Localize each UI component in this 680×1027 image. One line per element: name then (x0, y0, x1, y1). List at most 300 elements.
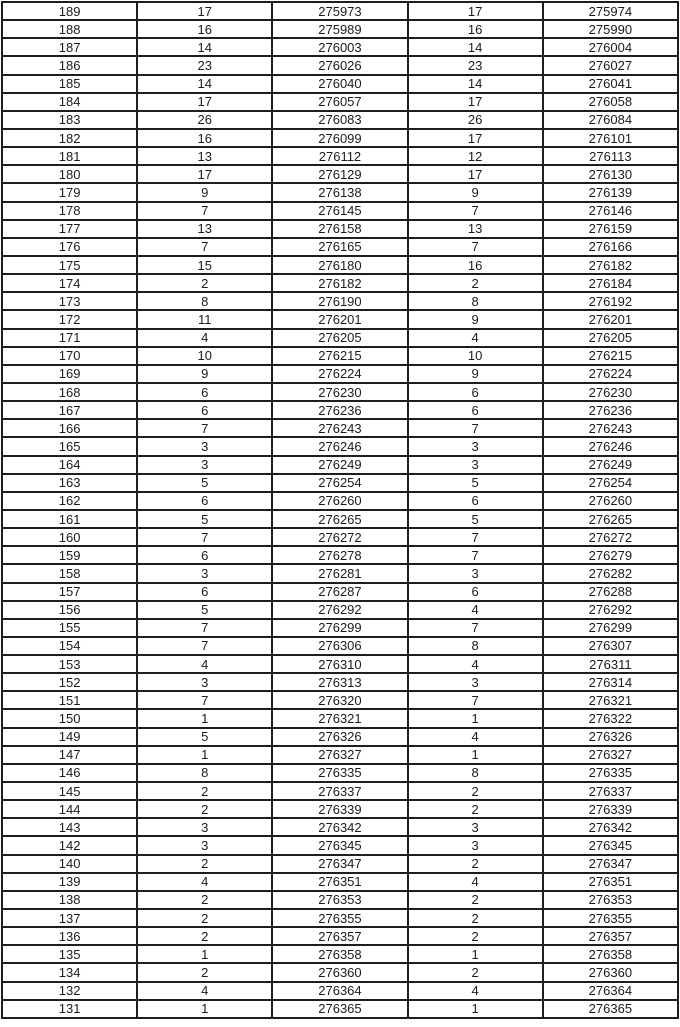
table-cell: 155 (2, 619, 137, 637)
table-cell: 7 (137, 202, 272, 220)
table-row (2, 401, 678, 419)
table-cell: 2 (408, 855, 543, 873)
table-cell: 7 (137, 528, 272, 546)
table-cell: 276182 (543, 256, 678, 274)
table-row (2, 909, 678, 927)
table-row (2, 963, 678, 981)
table-cell: 11 (137, 310, 272, 328)
table-cell: 6 (137, 383, 272, 401)
table-cell: 276041 (543, 75, 678, 93)
table-cell: 15 (137, 256, 272, 274)
table-cell: 163 (2, 474, 137, 492)
table-cell: 144 (2, 800, 137, 818)
table-cell: 17 (408, 2, 543, 20)
table-cell: 181 (2, 147, 137, 165)
table-cell: 276364 (272, 982, 407, 1000)
table-cell: 2 (408, 800, 543, 818)
table-cell: 185 (2, 75, 137, 93)
table-cell: 16 (137, 20, 272, 38)
table-cell: 4 (137, 329, 272, 347)
table-cell: 276288 (543, 583, 678, 601)
table-cell: 276246 (272, 437, 407, 455)
table-row (2, 873, 678, 891)
table-cell: 186 (2, 56, 137, 74)
table-cell: 23 (137, 56, 272, 74)
table-cell: 174 (2, 274, 137, 292)
table-cell: 276342 (272, 818, 407, 836)
table-cell: 276158 (272, 220, 407, 238)
table-cell: 276307 (543, 637, 678, 655)
table-cell: 3 (408, 818, 543, 836)
table-cell: 276099 (272, 129, 407, 147)
table-row (2, 292, 678, 310)
table-cell: 276224 (543, 365, 678, 383)
table-cell: 276292 (272, 601, 407, 619)
table-cell: 182 (2, 129, 137, 147)
table-cell: 276365 (272, 1000, 407, 1018)
table-row (2, 746, 678, 764)
table-cell: 152 (2, 673, 137, 691)
table-cell: 276342 (543, 818, 678, 836)
table-cell: 8 (408, 292, 543, 310)
table-cell: 167 (2, 401, 137, 419)
table-cell: 276184 (543, 274, 678, 292)
table-cell: 276113 (543, 147, 678, 165)
table-cell: 275989 (272, 20, 407, 38)
table-cell: 276243 (272, 419, 407, 437)
table-cell: 8 (408, 764, 543, 782)
table-cell: 276165 (272, 238, 407, 256)
table-row (2, 891, 678, 909)
table-cell: 143 (2, 818, 137, 836)
table-cell: 3 (137, 836, 272, 854)
table-cell: 189 (2, 2, 137, 20)
table-cell: 26 (408, 111, 543, 129)
table-cell: 17 (137, 2, 272, 20)
table-cell: 175 (2, 256, 137, 274)
table-cell: 276230 (272, 383, 407, 401)
table-cell: 14 (137, 38, 272, 56)
table-cell: 275974 (543, 2, 678, 20)
table-cell: 276360 (272, 963, 407, 981)
table-cell: 276230 (543, 383, 678, 401)
table-cell: 4 (137, 982, 272, 1000)
table-cell: 276265 (272, 510, 407, 528)
table-row (2, 836, 678, 854)
table-cell: 7 (408, 202, 543, 220)
table-cell: 9 (408, 183, 543, 201)
table-cell: 178 (2, 202, 137, 220)
table-cell: 17 (137, 93, 272, 111)
table-cell: 5 (137, 728, 272, 746)
table-cell: 276236 (272, 401, 407, 419)
table-row (2, 564, 678, 582)
table-row (2, 474, 678, 492)
table-row (2, 800, 678, 818)
table-cell: 276083 (272, 111, 407, 129)
table-cell: 139 (2, 873, 137, 891)
table-cell: 275990 (543, 20, 678, 38)
table-cell: 10 (137, 347, 272, 365)
table-cell: 150 (2, 709, 137, 727)
table-cell: 6 (137, 401, 272, 419)
table-row (2, 147, 678, 165)
table-row (2, 93, 678, 111)
table-cell: 156 (2, 601, 137, 619)
table-cell: 276299 (272, 619, 407, 637)
table-cell: 159 (2, 546, 137, 564)
table-cell: 188 (2, 20, 137, 38)
table-cell: 14 (408, 75, 543, 93)
table-cell: 276357 (543, 927, 678, 945)
table-row (2, 256, 678, 274)
table-cell: 173 (2, 292, 137, 310)
table-cell: 14 (137, 75, 272, 93)
table-cell: 160 (2, 528, 137, 546)
table-cell: 276337 (272, 782, 407, 800)
table-cell: 16 (408, 20, 543, 38)
table-cell: 172 (2, 310, 137, 328)
table-cell: 184 (2, 93, 137, 111)
table-cell: 276287 (272, 583, 407, 601)
table-cell: 276145 (272, 202, 407, 220)
table-cell: 276360 (543, 963, 678, 981)
table-cell: 4 (408, 329, 543, 347)
table-cell: 2 (137, 800, 272, 818)
table-cell: 165 (2, 437, 137, 455)
table-cell: 276026 (272, 56, 407, 74)
table-cell: 276180 (272, 256, 407, 274)
table-cell: 7 (408, 691, 543, 709)
table-cell: 276321 (272, 709, 407, 727)
table-cell: 276339 (543, 800, 678, 818)
table-cell: 2 (408, 891, 543, 909)
table-cell: 7 (137, 238, 272, 256)
table-row (2, 56, 678, 74)
table-cell: 7 (408, 619, 543, 637)
table-row (2, 546, 678, 564)
table-cell: 2 (408, 909, 543, 927)
table-cell: 276347 (543, 855, 678, 873)
table-cell: 6 (137, 546, 272, 564)
table-cell: 179 (2, 183, 137, 201)
table-cell: 16 (408, 256, 543, 274)
table-cell: 180 (2, 165, 137, 183)
table-row (2, 129, 678, 147)
table-cell: 2 (137, 963, 272, 981)
table-cell: 276310 (272, 655, 407, 673)
table-cell: 3 (408, 836, 543, 854)
table-cell: 9 (137, 365, 272, 383)
table-cell: 276146 (543, 202, 678, 220)
table-cell: 276272 (272, 528, 407, 546)
table-cell: 4 (137, 655, 272, 673)
table-cell: 276112 (272, 147, 407, 165)
table-cell: 166 (2, 419, 137, 437)
table-cell: 1 (137, 746, 272, 764)
table-cell: 276205 (543, 329, 678, 347)
table-cell: 6 (408, 583, 543, 601)
table-cell: 5 (137, 474, 272, 492)
table-cell: 6 (137, 492, 272, 510)
table-cell: 276351 (272, 873, 407, 891)
table-row (2, 1000, 678, 1018)
table-cell: 7 (408, 546, 543, 564)
table-cell: 276166 (543, 238, 678, 256)
table-cell: 276311 (543, 655, 678, 673)
table-cell: 2 (408, 963, 543, 981)
table-cell: 276249 (543, 456, 678, 474)
table-cell: 2 (137, 782, 272, 800)
table-cell: 276201 (272, 310, 407, 328)
table-cell: 17 (408, 165, 543, 183)
table-row (2, 673, 678, 691)
table-cell: 276224 (272, 365, 407, 383)
table-row (2, 709, 678, 727)
table-cell: 26 (137, 111, 272, 129)
table-cell: 146 (2, 764, 137, 782)
table-cell: 276337 (543, 782, 678, 800)
table-cell: 276236 (543, 401, 678, 419)
table-cell: 276279 (543, 546, 678, 564)
table-row (2, 691, 678, 709)
table-row (2, 329, 678, 347)
table-cell: 276101 (543, 129, 678, 147)
table-cell: 7 (137, 637, 272, 655)
table-row (2, 982, 678, 1000)
table-cell: 276358 (543, 945, 678, 963)
table-cell: 170 (2, 347, 137, 365)
table-cell: 276139 (543, 183, 678, 201)
table-cell: 171 (2, 329, 137, 347)
table-row (2, 202, 678, 220)
data-table-body (2, 2, 678, 1018)
table-cell: 142 (2, 836, 137, 854)
table-row (2, 619, 678, 637)
table-cell: 7 (408, 419, 543, 437)
table-row (2, 437, 678, 455)
table-cell: 2 (137, 927, 272, 945)
table-cell: 7 (408, 528, 543, 546)
table-cell: 276321 (543, 691, 678, 709)
table-cell: 8 (137, 292, 272, 310)
table-cell: 276129 (272, 165, 407, 183)
table-cell: 276260 (543, 492, 678, 510)
table-cell: 10 (408, 347, 543, 365)
table-cell: 14 (408, 38, 543, 56)
table-cell: 276327 (543, 746, 678, 764)
table-row (2, 183, 678, 201)
table-cell: 23 (408, 56, 543, 74)
table-cell: 4 (137, 873, 272, 891)
table-cell: 6 (408, 492, 543, 510)
table-row (2, 637, 678, 655)
table-cell: 7 (137, 619, 272, 637)
table-cell: 161 (2, 510, 137, 528)
table-cell: 137 (2, 909, 137, 927)
table-cell: 276347 (272, 855, 407, 873)
table-cell: 17 (137, 165, 272, 183)
table-cell: 276345 (272, 836, 407, 854)
table-row (2, 220, 678, 238)
table-row (2, 274, 678, 292)
table-row (2, 365, 678, 383)
table-cell: 276327 (272, 746, 407, 764)
table-cell: 138 (2, 891, 137, 909)
table-row (2, 855, 678, 873)
table-cell: 13 (137, 220, 272, 238)
table-cell: 187 (2, 38, 137, 56)
table-cell: 276326 (272, 728, 407, 746)
table-cell: 132 (2, 982, 137, 1000)
table-cell: 9 (408, 365, 543, 383)
table-cell: 276339 (272, 800, 407, 818)
table-cell: 276201 (543, 310, 678, 328)
table-cell: 2 (408, 782, 543, 800)
table-cell: 162 (2, 492, 137, 510)
table-cell: 276282 (543, 564, 678, 582)
table-cell: 1 (137, 1000, 272, 1018)
table-cell: 276254 (543, 474, 678, 492)
table-cell: 4 (408, 728, 543, 746)
table-cell: 149 (2, 728, 137, 746)
table-cell: 2 (137, 855, 272, 873)
table-cell: 145 (2, 782, 137, 800)
table-cell: 276243 (543, 419, 678, 437)
table-row (2, 583, 678, 601)
table-row (2, 492, 678, 510)
table-cell: 151 (2, 691, 137, 709)
table-cell: 1 (408, 945, 543, 963)
table-cell: 16 (137, 129, 272, 147)
table-cell: 4 (408, 982, 543, 1000)
table-row (2, 238, 678, 256)
table-row (2, 347, 678, 365)
table-cell: 17 (408, 129, 543, 147)
table-cell: 276335 (543, 764, 678, 782)
table-row (2, 38, 678, 56)
table-cell: 1 (408, 746, 543, 764)
table-cell: 169 (2, 365, 137, 383)
table-cell: 12 (408, 147, 543, 165)
table-cell: 276357 (272, 927, 407, 945)
table-row (2, 764, 678, 782)
table-cell: 8 (408, 637, 543, 655)
table-row (2, 310, 678, 328)
table-cell: 276299 (543, 619, 678, 637)
table-cell: 276326 (543, 728, 678, 746)
table-cell: 276365 (543, 1000, 678, 1018)
table-cell: 276182 (272, 274, 407, 292)
table-cell: 276254 (272, 474, 407, 492)
table-cell: 276335 (272, 764, 407, 782)
table-cell: 2 (137, 909, 272, 927)
table-cell: 276058 (543, 93, 678, 111)
table-cell: 13 (137, 147, 272, 165)
table-cell: 177 (2, 220, 137, 238)
table-cell: 3 (137, 673, 272, 691)
table-cell: 276358 (272, 945, 407, 963)
table-cell: 158 (2, 564, 137, 582)
table-cell: 1 (137, 709, 272, 727)
table-cell: 5 (408, 474, 543, 492)
table-cell: 276190 (272, 292, 407, 310)
table-cell: 3 (137, 437, 272, 455)
table-cell: 8 (137, 764, 272, 782)
table-row (2, 945, 678, 963)
table-cell: 3 (137, 818, 272, 836)
table-cell: 2 (137, 891, 272, 909)
table-cell: 276313 (272, 673, 407, 691)
table-cell: 168 (2, 383, 137, 401)
table-cell: 276345 (543, 836, 678, 854)
table-cell: 276004 (543, 38, 678, 56)
table-cell: 276205 (272, 329, 407, 347)
table-cell: 7 (137, 691, 272, 709)
table-cell: 276353 (543, 891, 678, 909)
table-cell: 136 (2, 927, 137, 945)
table-row (2, 75, 678, 93)
table-cell: 7 (408, 238, 543, 256)
table-cell: 153 (2, 655, 137, 673)
table-cell: 5 (408, 510, 543, 528)
table-cell: 276159 (543, 220, 678, 238)
table-row (2, 2, 678, 20)
table-cell: 154 (2, 637, 137, 655)
table-cell: 176 (2, 238, 137, 256)
table-cell: 276355 (543, 909, 678, 927)
table-cell: 276260 (272, 492, 407, 510)
table-row (2, 927, 678, 945)
table-row (2, 20, 678, 38)
table-cell: 6 (408, 383, 543, 401)
table-cell: 276249 (272, 456, 407, 474)
table-cell: 276278 (272, 546, 407, 564)
table-cell: 276281 (272, 564, 407, 582)
table-cell: 3 (408, 437, 543, 455)
table-cell: 276027 (543, 56, 678, 74)
table-row (2, 601, 678, 619)
table-cell: 9 (408, 310, 543, 328)
table-cell: 17 (408, 93, 543, 111)
table-cell: 5 (137, 510, 272, 528)
data-table (1, 1, 679, 1019)
table-cell: 3 (137, 456, 272, 474)
table-cell: 276130 (543, 165, 678, 183)
table-cell: 135 (2, 945, 137, 963)
table-row (2, 383, 678, 401)
table-cell: 276355 (272, 909, 407, 927)
table-row (2, 111, 678, 129)
table-cell: 164 (2, 456, 137, 474)
table-cell: 1 (408, 1000, 543, 1018)
table-cell: 276272 (543, 528, 678, 546)
table-row (2, 818, 678, 836)
table-cell: 276364 (543, 982, 678, 1000)
table-cell: 183 (2, 111, 137, 129)
table-cell: 276138 (272, 183, 407, 201)
table-cell: 276265 (543, 510, 678, 528)
table-cell: 276057 (272, 93, 407, 111)
table-row (2, 419, 678, 437)
table-row (2, 165, 678, 183)
table-cell: 147 (2, 746, 137, 764)
table-cell: 13 (408, 220, 543, 238)
table-cell: 276292 (543, 601, 678, 619)
table-cell: 6 (408, 401, 543, 419)
table-cell: 276040 (272, 75, 407, 93)
table-cell: 2 (408, 274, 543, 292)
